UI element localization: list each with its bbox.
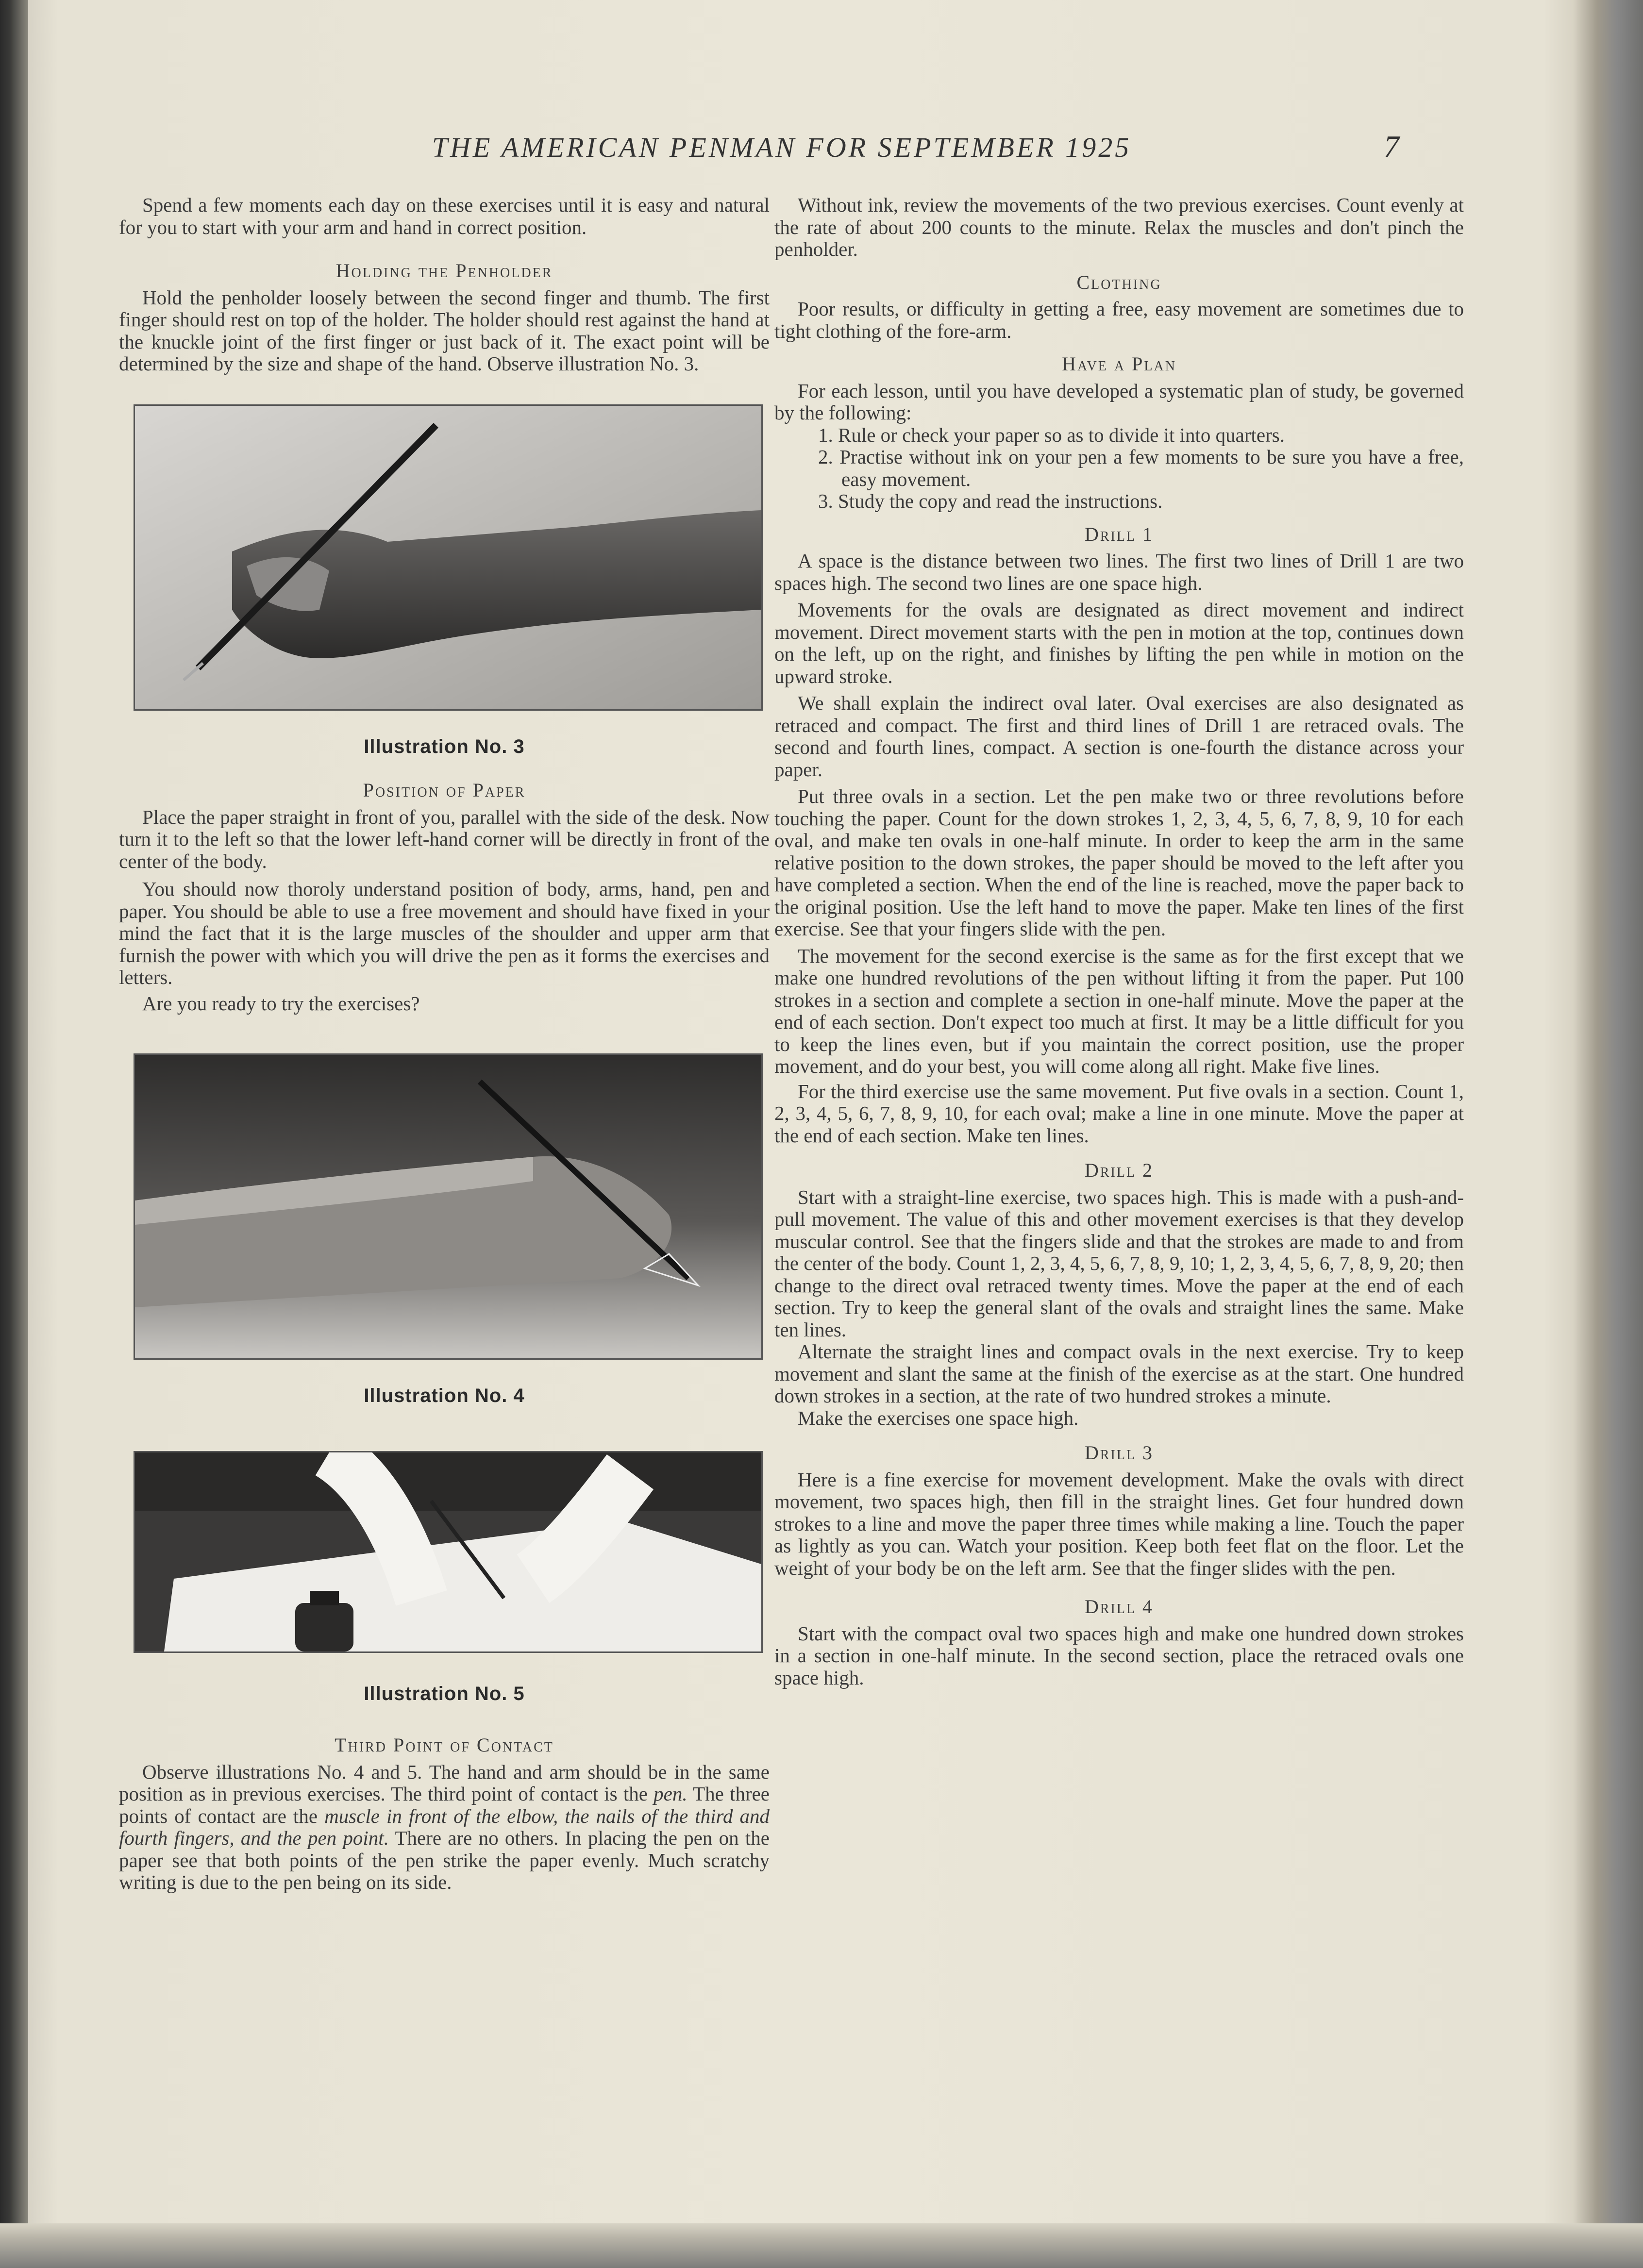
drill1-paragraph-5: The movement for the second exercise is the same as for the first except that we make one hundred revolutions of the pen without lifting it from the paper. Put 100 strokes in a section and complete a section in one-half minute. Move the paper at the end of each section. Don't expect too much at first. It may be a little difficult for you to keep the lines even, but if you maintain the correct position, use the proper movement, and do your best, you will come along all right. Make five lines. [774, 944, 1464, 1077]
illustration-5-caption: Illustration No. 5 [364, 1683, 525, 1704]
intro-paragraph: Spend a few moments each day on these exercises until it is easy and natural for you to start with your arm and hand in correct position. [119, 194, 770, 238]
drill1-paragraph-6: For the third exercise use the same movement. Put five ovals in a section. Count 1, 2, 3, 4, 5, 6, 7, 8, 9, 10, for each oval; make a line in one minute. Move the paper at the end of each section. Make ten lines. [774, 1080, 1464, 1147]
third-text-b: The three points of contact are the [119, 1783, 770, 1827]
third-text-italic: muscle in front of the elbow, the nails of the third and fourth fingers, and the pen point. [119, 1804, 770, 1849]
drill2-paragraph-1: Start with a straight-line exercise, two spaces high. This is made with a push-and-pull movement. The value of this and other movement exercises is that they develop muscular control. See that the fingers slide and that the strokes are made to and from the center of the body. Count 1, 2, 3, 4, 5, 6, 7, 8, 9, 10; 1, 2, 3, 4, 5, 6, 7, 8, 9, 20; then change to the direct oval retraced twenty times. Move the paper at the end of each section. Try to keep the general slant of the ovals and straight lines the same. Make ten lines. [774, 1185, 1464, 1341]
drill2-paragraph-3: Make the exercises one space high. [798, 1406, 1079, 1429]
heading-clothing: Clothing [1076, 271, 1162, 293]
magazine-page [29, 0, 1622, 2223]
third-text-c: There are no others. In placing the pen on the paper see that both points of the pen strike the paper evenly. Much scratchy writing is due to the pen being on its side. [119, 1827, 770, 1893]
heading-third-point-of-contact: Third Point of Contact [335, 1734, 554, 1756]
without-ink-paragraph: Without ink, review the movements of the two previous exercises. Count evenly at the rate of about 200 counts to the minute. Relax the muscles and don't pinch the penholder. [774, 194, 1464, 260]
drill4-paragraph-1: Start with the compact oval two spaces high and make one hundred down strokes in a section in one-half minute. In the second section, place the retraced ovals one space high. [774, 1622, 1464, 1689]
drill1-paragraph-1: A space is the distance between two lines. The first two lines of Drill 1 are two spaces high. The second two lines are one space high. [774, 550, 1464, 594]
ready-paragraph: Are you ready to try the exercises? [142, 992, 420, 1015]
illustration-3-photo [134, 404, 763, 711]
position-paragraph-1: Place the paper straight in front of you, parallel with the side of the desk. Now turn it to the left so that the lower left-hand corner will be directly in front of the center of the body. [119, 805, 770, 872]
drill3-paragraph-1: Here is a fine exercise for movement development. Make the ovals with direct movement, two spaces high, then fill in the straight lines. Get four hundred down strokes to a line and move the paper three times while making a line. Touch the paper as lightly as you can. Watch your position. Keep both feet flat on the floor. Let the weight of your body be on the left arm. See that the finger slides with the pen. [774, 1468, 1464, 1579]
holding-paragraph: Hold the penholder loosely between the second finger and thumb. The first finger should rest on top of the holder. The holder should rest against the hand at the knuckle joint of the first finger or just back of it. The exact point will be determined by the size and shape of the hand. Observe illustration No. 3. [119, 286, 770, 375]
page-number: 7 [1384, 129, 1399, 164]
drill2-paragraph-2: Alternate the straight lines and compact ovals in the next exercise. Try to keep movement and slant the same at the finish of the exercise as at the start. One hundred down strokes in a section, at the rate of two hundred strokes a minute. [774, 1340, 1464, 1407]
left-column [119, 194, 770, 1894]
drill1-paragraph-4: Put three ovals in a section. Let the pen make two or three revolutions before touching the paper. Count for the down strokes 1, 2, 3, 4, 5, 6, 7, 8, 9, 10 for each oval, and make ten ovals in one-half minute. In order to keep the arm in the same relative position to the down strokes, the paper should be moved to the left after you have completed a section. When the end of the line is reached, move the paper back to the original position. Use the left hand to move the paper. Make ten lines of the first exercise. See that your fingers slide with the pen. [774, 785, 1464, 940]
heading-drill-1: Drill 1 [1084, 523, 1154, 545]
heading-position-of-paper: Position of Paper [363, 779, 526, 801]
running-title: THE AMERICAN PENMAN FOR SEPTEMBER 1925 [432, 132, 1132, 163]
right-column [774, 194, 1464, 1689]
illustration-4-caption: Illustration No. 4 [364, 1385, 525, 1406]
plan-item: 2. Practise without ink on your pen a few moments to be sure you have a free, easy movement. [818, 446, 1464, 490]
drill1-paragraph-2: Movements for the ovals are designated as direct movement and indirect movement. Direct movement starts with the pen in motion at the top, continues down on the left, up on the right, and finishes by lifting the pen while in motion on the upward stroke. [774, 599, 1464, 687]
illustration-3-caption: Illustration No. 3 [364, 735, 525, 757]
drill1-paragraph-3: We shall explain the indirect oval later. Oval exercises are also designated as retraced and compact. The first and third lines of Drill 1 are retraced ovals. The second and fourth lines, compact. A section is one-fourth the distance across your paper. [774, 692, 1464, 781]
page-bottom-edge [0, 2223, 1643, 2268]
illustration-5-photo [134, 1451, 763, 1653]
position-paragraph-2: You should now thoroly understand position of body, arms, hand, pen and paper. You should be able to use a free movement and should have fixed in your mind the fact that it is the large muscles of the shoulder and upper arm that furnish the power with which you will drive the pen as it forms the exercises and letters. [119, 878, 770, 988]
heading-holding-penholder: Holding the Penholder [335, 260, 553, 282]
binding-shadow [0, 0, 28, 2268]
illustration-4-photo [134, 1053, 763, 1360]
plan-paragraph: For each lesson, until you have developed a systematic plan of study, be governed by the following: [774, 379, 1464, 424]
heading-drill-2: Drill 2 [1084, 1159, 1154, 1181]
heading-drill-3: Drill 3 [1084, 1442, 1154, 1464]
heading-have-a-plan: Have a Plan [1062, 353, 1176, 375]
third-text-a: Observe illustrations No. 4 and 5. The hand and arm should be in the same position as in previous exercises. The third point of contact is the [119, 1760, 770, 1805]
plan-item: 3. Study the copy and read the instructions. [818, 490, 1163, 512]
plan-list [774, 424, 1464, 513]
third-text-pen: pen. [654, 1783, 687, 1805]
clothing-paragraph: Poor results, or difficulty in getting a free, easy movement are sometimes due to tight clothing of the fore-arm. [774, 298, 1464, 342]
plan-item: 1. Rule or check your paper so as to divide it into quarters. [818, 423, 1285, 446]
heading-drill-4: Drill 4 [1084, 1596, 1154, 1618]
third-point-paragraph [119, 1761, 770, 1894]
